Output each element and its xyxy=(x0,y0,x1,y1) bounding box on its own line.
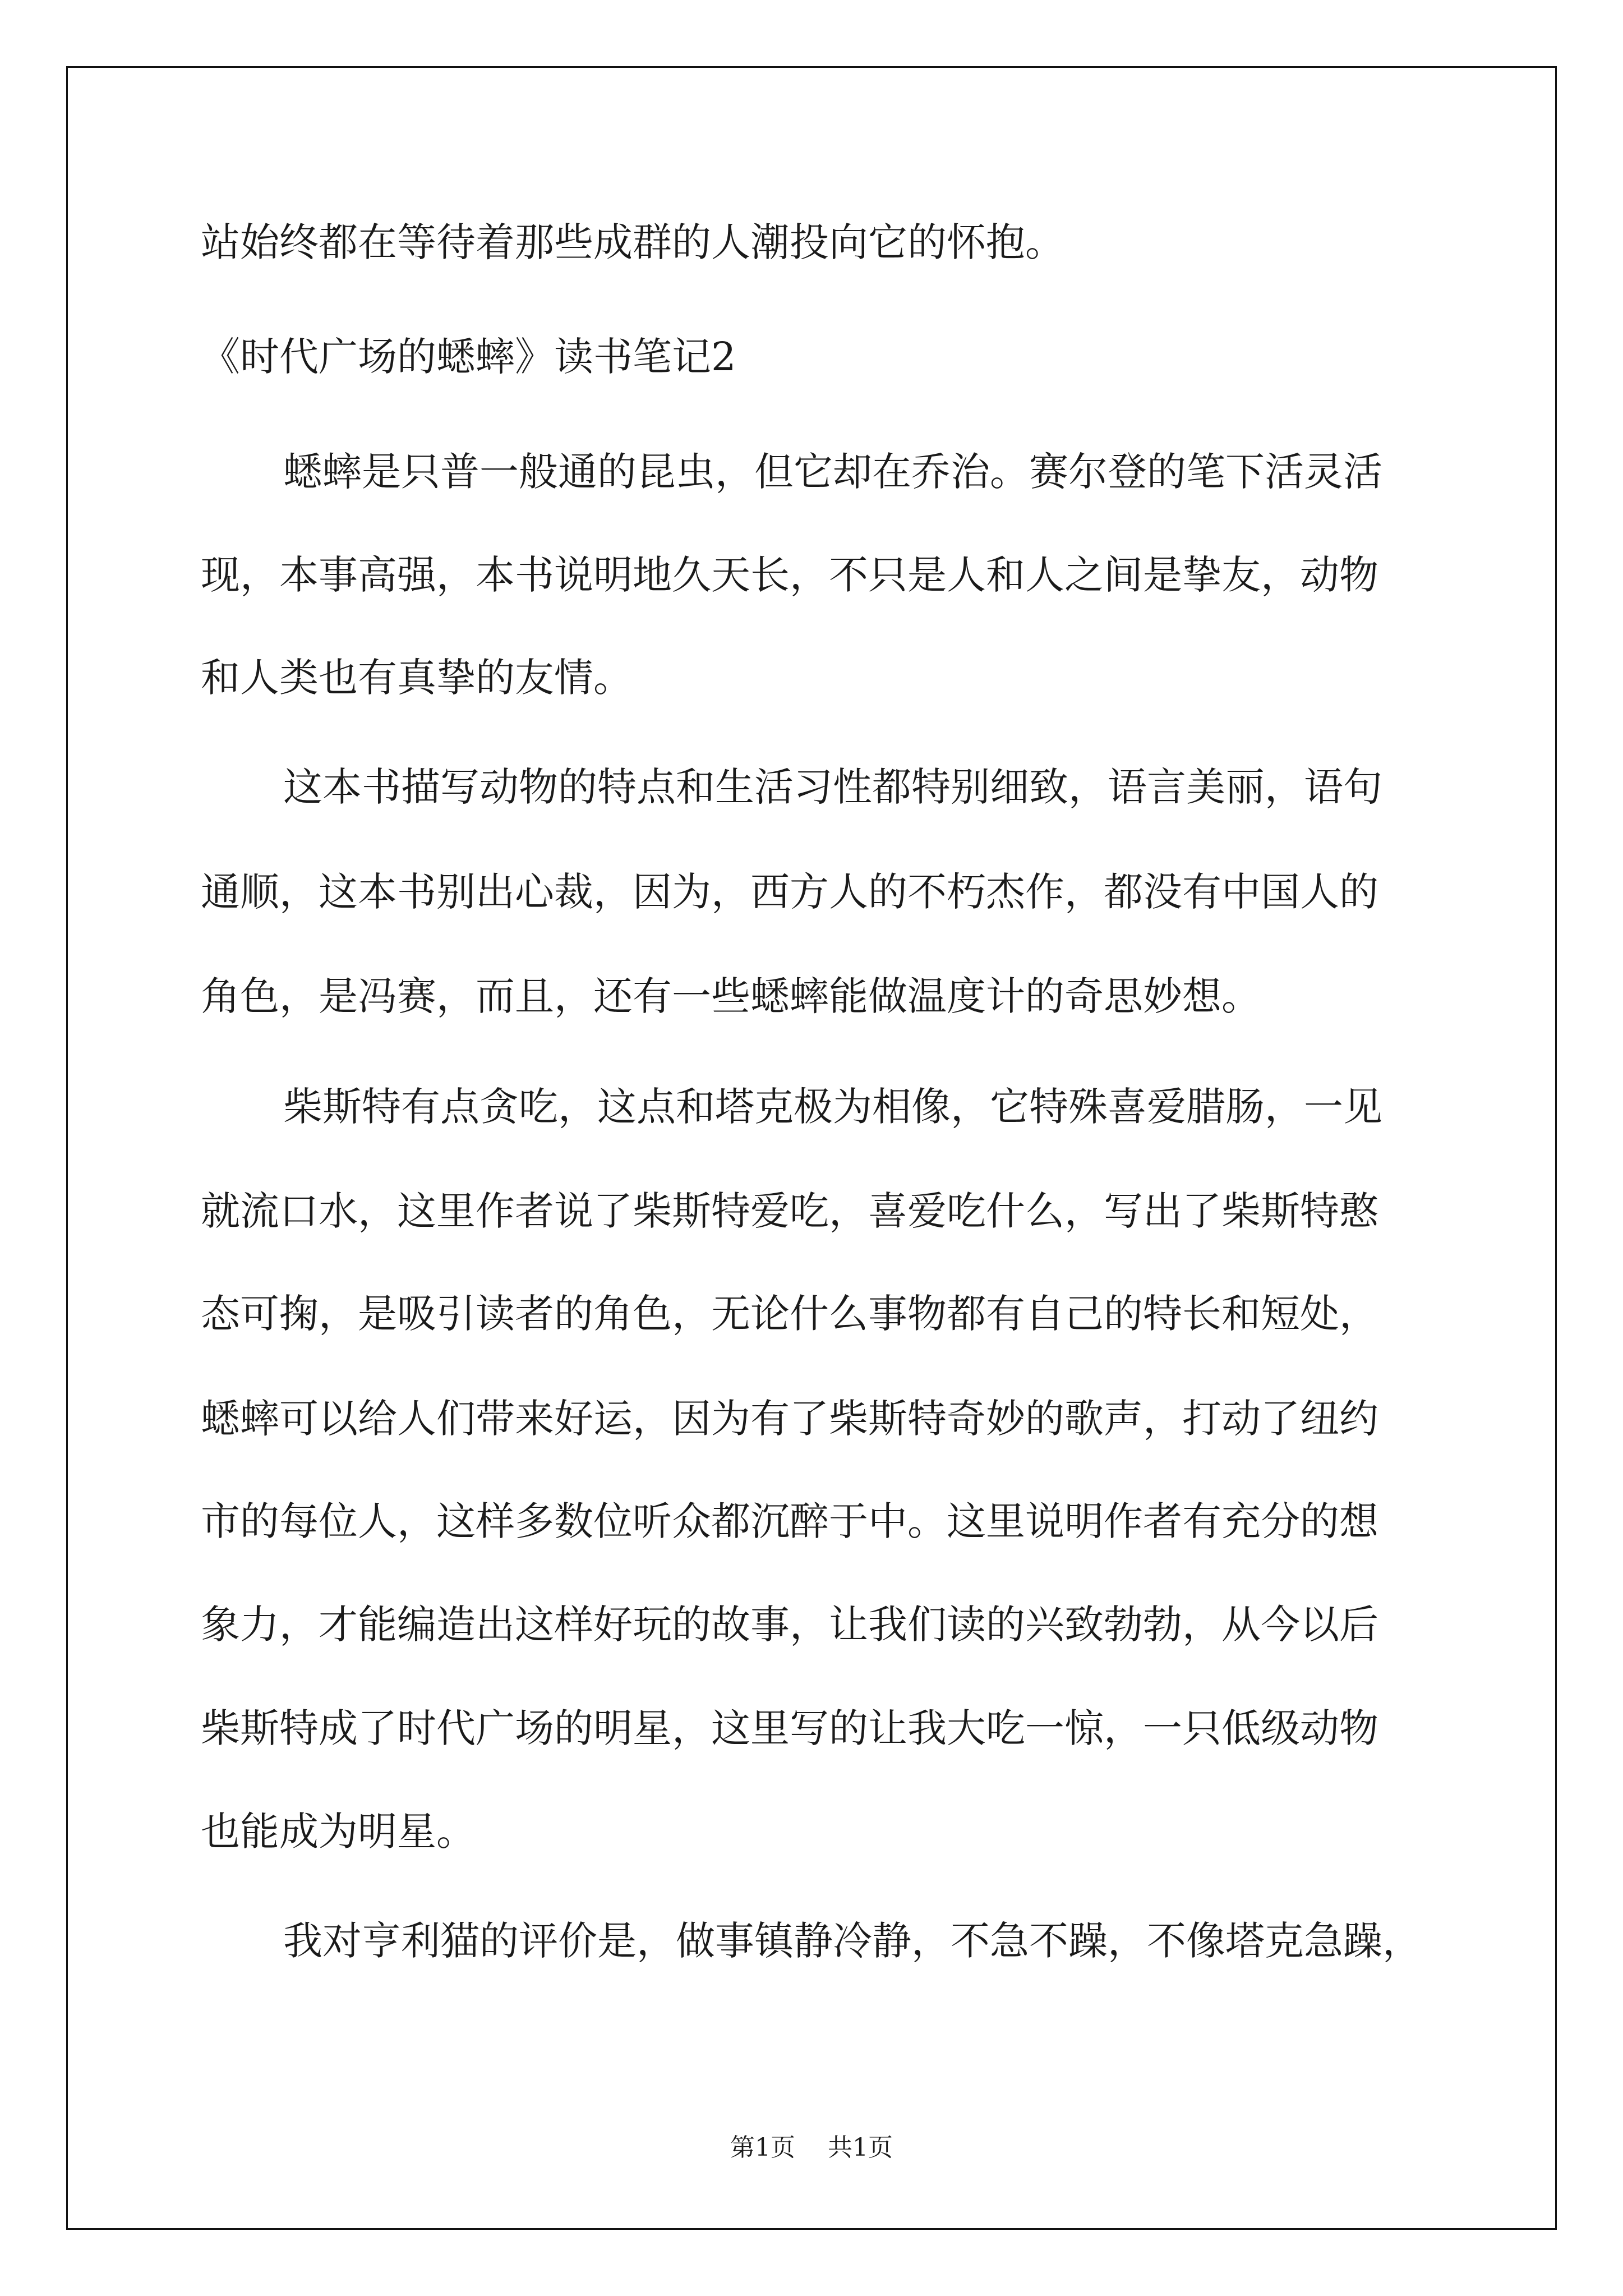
text-line: 这本书描写动物的特点和生活习性都特别细致，语言美丽，语句 xyxy=(283,764,1382,810)
text-line: 现，本事高强，本书说明地久天长，不只是人和人之间是挚友，动物 xyxy=(201,552,1378,598)
page-footer xyxy=(0,2127,1623,2163)
text-line: 就流口水，这里作者说了柴斯特爱吃，喜爱吃什么，写出了柴斯特憨 xyxy=(201,1188,1378,1234)
text-line: 蟋蟀是只普一般通的昆虫，但它却在乔治。赛尔登的笔下活灵活 xyxy=(283,449,1382,495)
text-line: 蟋蟀可以给人们带来好运，因为有了柴斯特奇妙的歌声，打动了纽约 xyxy=(201,1396,1378,1442)
page-number: 第1页 xyxy=(730,2133,795,2162)
section-title: 《时代广场的蟋蟀》读书笔记2 xyxy=(201,334,736,380)
text-line: 柴斯特有点贪吃，这点和塔克极为相像，它特殊喜爱腊肠，一见 xyxy=(283,1084,1382,1130)
text-line: 象力，才能编造出这样好玩的故事，让我们读的兴致勃勃，从今以后 xyxy=(201,1602,1378,1648)
text-line: 也能成为明星。 xyxy=(201,1809,476,1855)
page-border xyxy=(66,66,1557,2230)
text-line: 态可掬，是吸引读者的角色，无论什么事物都有自己的特长和短处， xyxy=(201,1291,1378,1337)
text-line: 市的每位人，这样多数位听众都沉醉于中。这里说明作者有充分的想 xyxy=(201,1498,1378,1544)
text-line: 柴斯特成了时代广场的明星，这里写的让我大吃一惊，一只低级动物 xyxy=(201,1705,1378,1751)
text-line: 角色，是冯赛，而且，还有一些蟋蟀能做温度计的奇思妙想。 xyxy=(201,973,1261,1019)
text-line: 通顺，这本书别出心裁，因为，西方人的不朽杰作，都没有中国人的 xyxy=(201,869,1378,915)
text-line: 站始终都在等待着那些成群的人潮投向它的怀抱。 xyxy=(201,219,1064,265)
text-line: 我对亨利猫的评价是，做事镇静冷静，不急不躁，不像塔克急躁， xyxy=(283,1918,1422,1964)
page-total: 共1页 xyxy=(828,2133,893,2162)
text-line: 和人类也有真挚的友情。 xyxy=(201,655,633,701)
